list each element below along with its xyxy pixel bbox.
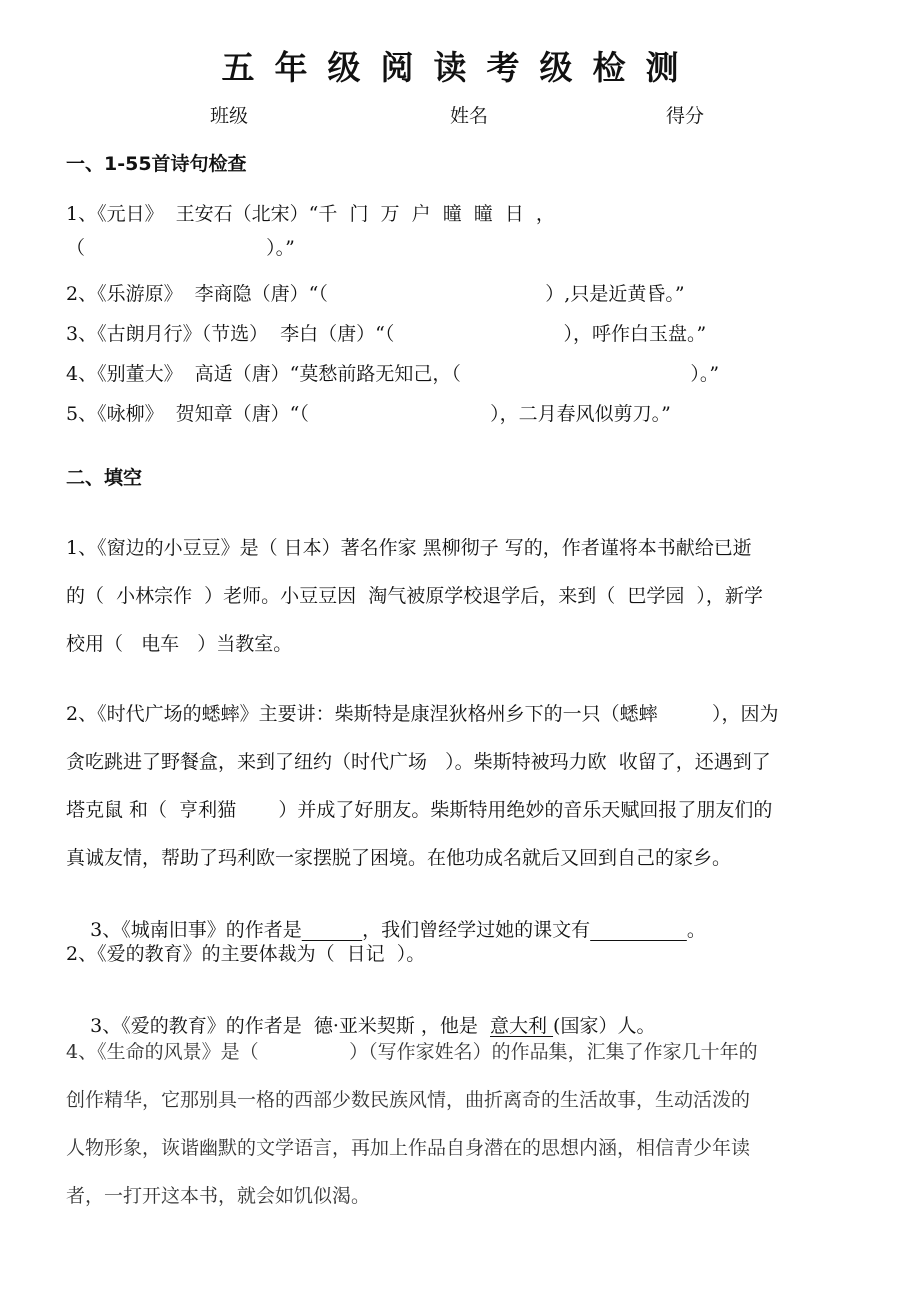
fill-question-3-text-c: 。 [686, 919, 706, 941]
section2-heading: 二、填空 [66, 467, 143, 489]
fill-question-1-line2: 的（ 小林宗作 ）老师。小豆豆因 淘气被原学校退学后，来到（ 巴学园 ），新学 [66, 585, 763, 607]
poem-question-1: 1、《元日》 王安石（北宋）“千 门 万 户 曈 曈 日 ， [66, 203, 555, 225]
fill-question-2-line3: 塔克鼠 和（ 亨利猫 ）并成了好朋友。柴斯特用绝妙的音乐天赋回报了朋友们的 [66, 799, 773, 821]
page-title: 五年级阅读考级检测 [221, 48, 699, 87]
class-field-label: 班级 [210, 105, 249, 127]
fill-question-4: 2、《爱的教育》的主要体裁为（ 日记 ）。 [66, 943, 426, 965]
fill-question-1-line3: 校用（ 电车 ）当教室。 [66, 633, 293, 655]
country-answer: 意大利 [490, 1015, 554, 1037]
poem-question-2: 2、《乐游原》 李商隐（唐）“（ ）,只是近黄昏。” [66, 283, 685, 305]
name-field-label: 姓名 [450, 105, 489, 127]
poem-question-3: 3、《古朗月行》（节选） 李白（唐）“（ ），呼作白玉盘。” [66, 323, 707, 345]
poem-question-5: 5、《咏柳》 贺知章（唐）“（ ），二月春风似剪刀。” [66, 403, 671, 425]
fill-question-3-text-a: 3、《城南旧事》的作者是 [90, 919, 302, 941]
author-answer-blank[interactable] [302, 919, 362, 941]
fill-question-2-line4: 真诚友情，帮助了玛利欧一家摆脱了困境。在他功成名就后又回到自己的家乡。 [66, 847, 732, 869]
lesson-answer-blank[interactable] [590, 919, 687, 941]
fill-question-1-line1: 1、《窗边的小豆豆》是（ 日本）著名作家 黑柳彻子 写的，作者谨将本书献给已逝 [66, 537, 752, 559]
fill-question-2-line1: 2、《时代广场的蟋蟀》主要讲：柴斯特是康涅狄格州乡下的一只（蟋蟀 ），因为 [66, 703, 779, 725]
fill-question-6-line3: 人物形象，诙谐幽默的文学语言，再加上作品自身潜在的思想内涵，相信青少年读 [66, 1137, 751, 1159]
section1-heading: 一、1-55首诗句检查 [66, 153, 247, 175]
fill-question-6-line1: 4、《生命的风景》是（ ）（写作家姓名）的作品集，汇集了作家几十年的 [66, 1041, 758, 1063]
fill-question-6-line4: 者，一打开这本书，就会如饥似渴。 [66, 1185, 371, 1207]
fill-question-3-text-b: ，我们曾经学过她的课文有 [362, 919, 591, 941]
fill-question-5-text-a: 3、《爱的教育》的作者是 德·亚米契斯 ，他是 [90, 1015, 490, 1037]
fill-question-2-line2: 贪吃跳进了野餐盒，来到了纽约（时代广场 ）。柴斯特被玛力欧 收留了，还遇到了 [66, 751, 771, 773]
poem-question-1-blank: （ ）。” [66, 237, 295, 259]
fill-question-6-line2: 创作精华，它那别具一格的西部少数民族风情，曲折离奇的生活故事，生动活泼的 [66, 1089, 751, 1111]
fill-question-5-text-b: (国家）人。 [553, 1015, 656, 1037]
poem-question-4: 4、《别董大》 高适（唐）“莫愁前路无知己，（ ）。” [66, 363, 720, 385]
score-field-label: 得分 [666, 105, 705, 127]
